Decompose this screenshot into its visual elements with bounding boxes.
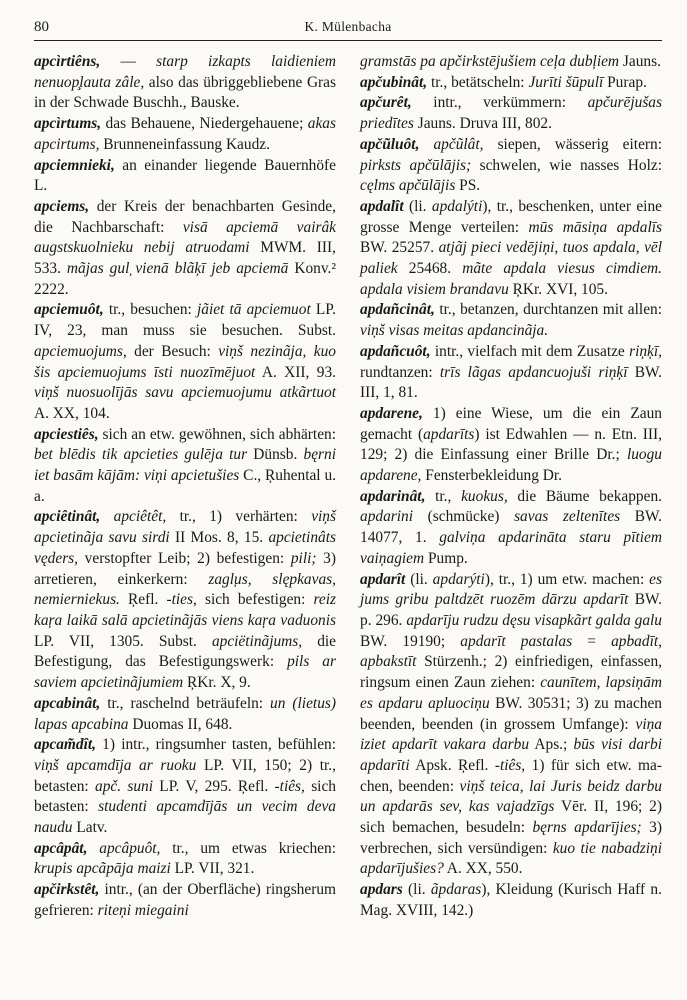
entry-text: LP. VII, 1305. Subst. — [34, 632, 212, 650]
dictionary-entry — [34, 300, 336, 424]
dictionary-entry — [360, 73, 662, 94]
dictionary-entry — [360, 570, 662, 881]
entry-text: 3) arretieren, einkerkern: — [34, 549, 336, 588]
entry-example: -ties, — [166, 591, 197, 609]
entry-text: BW. p. 296. — [360, 591, 662, 629]
entry-text: tr., raschelnd beträufeln: — [100, 694, 271, 712]
entry-example: krupis apcãpāja maizi — [34, 860, 171, 878]
entry-example: pili; — [290, 549, 317, 567]
entry-text: = — [572, 632, 612, 650]
entry-headword: apčirkstêt, — [34, 881, 100, 899]
dictionary-entry — [34, 880, 336, 921]
entry-text: die Befestigung, das Befestigungswerk: — [34, 632, 336, 671]
dictionary-entry — [34, 507, 336, 693]
entry-example: caunītem, lapsiņām es apdaru apluociņu — [360, 674, 662, 712]
entry-headword: apcam̃dît, — [34, 736, 96, 754]
entry-example: kuokus, — [461, 487, 508, 505]
entry-example: apčurējušas priedītes — [360, 94, 662, 133]
entry-text: A. XX, 550. — [443, 860, 523, 878]
entry-text: siepen, wässerig eitern: — [483, 135, 662, 153]
entry-text: Aps.; — [529, 736, 574, 754]
entry-example: cęlms apčūlājis — [360, 177, 456, 195]
entry-example: apdalýti — [431, 197, 483, 215]
entry-headword: apcìrtums, — [34, 115, 102, 133]
entry-text: tr., besuchen: — [103, 301, 197, 319]
entry-example: viņš nuosuolījās savu apciemuojumu atkãrtuot — [34, 384, 336, 402]
entry-text: 1) für sich etw. machen, beenden: — [360, 756, 662, 795]
entry-text: Latv. — [72, 819, 108, 837]
dictionary-entry — [360, 487, 662, 570]
entry-example: pils ar saviem apcietinãjumiem — [34, 653, 336, 692]
dictionary-entry — [34, 839, 336, 880]
entry-example: apciëtinãjums, — [211, 632, 303, 650]
entry-text: tr., — [425, 487, 462, 505]
entry-headword: apciestiês, — [34, 425, 99, 443]
dictionary-entry — [360, 197, 662, 301]
entry-example: būs visi darbi apdarīti — [360, 736, 662, 774]
entry-text: A. XX, 104. — [34, 404, 110, 422]
entry-text: (li. — [405, 570, 433, 588]
entry-text: das Behauene, Niedergehauene; — [101, 115, 308, 133]
entry-headword: apdars — [360, 881, 403, 899]
entry-text: intr., (an der Oberfläche) ringsherum gefrieren: — [34, 881, 336, 919]
entry-text: die Bäume bekappen. — [507, 487, 662, 505]
entry-text: (li. — [403, 197, 432, 215]
entry-text: Vēr. II, 196; 2) sich bemachen, besudeln: — [360, 798, 662, 837]
entry-text: der Besuch: — [126, 342, 219, 360]
running-head: K. Mülenbacha — [304, 19, 392, 34]
dictionary-entry — [34, 694, 336, 735]
entry-headword: apcabinât, — [34, 694, 101, 712]
entry-text: also das übriggebliebene Gras in der Schwade Buschh., Bauske. — [34, 73, 337, 112]
dictionary-entry — [360, 880, 662, 921]
entry-example: viņš apcietinãja savu sirdi — [34, 508, 336, 547]
entry-example: apciemuojums, — [34, 342, 127, 360]
entry-text: intr., vielfach mit dem Zusatze — [430, 342, 630, 360]
entry-example: galviņa apdarināta staru pītiem vaiņagiem — [360, 529, 663, 567]
entry-example: pirksts apčūlājis; — [360, 156, 472, 174]
entry-example: apdarīt pastalas — [460, 632, 573, 650]
entry-text: Duomas II, 648. — [128, 715, 233, 733]
entry-headword: apdarinât, — [360, 487, 426, 505]
entry-text: 1) intr., ringsumher tasten, befühlen: — [95, 736, 336, 754]
entry-text: BW. 25257. — [360, 239, 439, 257]
entry-text: MWM. III, 533. — [34, 239, 336, 278]
entry-headword: apdarene, — [360, 404, 423, 422]
entry-text: LP. VII, 150; 2) tr., betasten: — [34, 756, 336, 795]
entry-headword: apdarît — [360, 570, 406, 588]
entry-text: rundtanzen: — [360, 363, 440, 381]
entry-text: II Mos. 8, 15. — [169, 529, 269, 547]
entry-text: tr., betanzen, durchtanzen mit allen: — [434, 301, 662, 319]
entry-example: trīs lãgas apdancuojuši riņķī — [439, 363, 628, 381]
entry-text: der Kreis der benachbarten Gesinde, die Nachbarschaft: — [34, 197, 336, 236]
entry-headword: apciemuôt, — [34, 301, 104, 319]
entry-example: apdarīju rudzu dęsu visapkãrt galda galu — [406, 611, 662, 629]
entry-example: viņa iziet apdarīt vakara darbu — [360, 715, 662, 754]
entry-text: Stürzenh.; 2) einfriedigen, einfassen, ringsum einen Zaun ziehen: — [360, 653, 662, 692]
entry-example: es jums gribu paltdzēt ruozēm dārzu apdarīt — [360, 570, 662, 609]
entry-example: luogu apdarene, — [360, 446, 662, 485]
entry-example: apcietinâts vęders, — [34, 529, 336, 567]
entry-text: (li. — [402, 881, 431, 899]
entry-text: — — [100, 53, 157, 70]
entry-text: tr., 1) verhärten: — [166, 508, 312, 526]
entry-example: ãpdaras — [430, 881, 482, 899]
dictionary-entry — [360, 404, 662, 487]
entry-text: Konv.² 2222. — [34, 260, 336, 298]
entry-example: jãiet tā apciemuot — [196, 301, 311, 319]
entry-headword: apciêtinât, — [34, 508, 101, 526]
entry-text: ), Kleidung (Kurisch Haff n. Mag. XVIII, 142.) — [360, 881, 662, 919]
entry-text: 25468. — [397, 260, 463, 278]
entry-headword: apčũluôt, — [360, 135, 420, 153]
entry-text: verstopfter Leib; 2) befestigen: — [78, 549, 291, 567]
entry-example: viņš nezinãja, kuo šis apciemuojums īsti nuozīmējuot — [34, 342, 336, 381]
entry-headword: apdañcuôt, — [360, 342, 431, 360]
entry-text: an einander liegende Bauernhöfe L. — [34, 156, 336, 195]
entry-text: Jauns. Druva III, 802. — [413, 115, 552, 133]
dictionary-entry — [360, 52, 662, 73]
entry-example: viņš teica, lai Juris beidz darbu un apdarās sev, kas vajadzīgs — [360, 777, 662, 816]
entry-headword: apcìrtiêns, — [34, 53, 101, 70]
entry-example: un (lietus) lapas apcabina — [34, 694, 337, 733]
right-column — [360, 52, 662, 980]
entry-example: apč. suni — [95, 777, 154, 795]
entry-text: sich betasten: — [34, 777, 336, 816]
entry-text: ), tr., 1) um etw. machen: — [484, 570, 650, 588]
entry-example: mãjas gul̦ vienā blãķī jeb apciemā — [66, 260, 289, 278]
entry-headword: apciemnieki, — [34, 156, 115, 174]
entry-text: 3) verbrechen, sich versündigen: — [360, 819, 662, 857]
entry-example: apbadīt, apbakstīt — [360, 632, 662, 671]
entry-text: PS. — [455, 177, 481, 195]
entry-example: -tiês, — [274, 777, 305, 795]
entry-text: LP. V, 295. Ŗefl. — [153, 777, 275, 795]
entry-text: Purap. — [603, 73, 647, 91]
entry-text: A. XII, 93. — [255, 363, 336, 381]
entry-text: ŖKr. X, 9. — [183, 674, 251, 692]
entry-text: Dünsb. — [247, 446, 304, 464]
dictionary-entry — [34, 52, 336, 114]
entry-text: BW. 19190; — [360, 632, 461, 650]
entry-text: 1) eine Wiese, um die ein Zaun gemacht ( — [360, 404, 662, 443]
entry-example: kuo tie nabadziņi apdarījušies? — [360, 839, 663, 878]
dictionary-entry — [34, 114, 336, 155]
entry-headword: apčubinât, — [360, 73, 428, 91]
entry-example: zagl̦us, slępkavas, nemierniekus. — [34, 570, 336, 609]
entry-text: tr., betätscheln: — [427, 73, 529, 91]
entry-text: LP. VII, 321. — [170, 860, 255, 878]
dictionary-entry — [360, 342, 662, 404]
entry-text: ), tr., beschenken, unter eine grosse Menge verteilen: — [360, 197, 662, 236]
dictionary-entry — [360, 93, 662, 134]
entry-example: starp izkapts laidieniem nenuop̧lauta zâle, — [34, 53, 336, 91]
entry-example: gramstās pa apčirkstējušiem ceļa dubļiem — [360, 53, 620, 70]
entry-text: (schmücke) — [413, 508, 515, 526]
dictionary-entry — [34, 735, 336, 839]
entry-text: Ŗefl. — [119, 591, 167, 609]
dictionary-entry — [34, 197, 336, 301]
entry-example: viņš apcamdīja ar ruoku — [34, 756, 197, 774]
entry-example: reiz kaŗa laikā salā apcietinãjās viens kaŗa vaduonis — [34, 591, 337, 629]
entry-example: mãte apdala viesus cimdiem. apdala visiem brandavu — [360, 260, 662, 298]
entry-example: apčũlât, — [419, 135, 484, 153]
entry-text: sich an etw. gewöhnen, sich abhärten: — [98, 425, 336, 443]
entry-text: Pump. — [424, 549, 468, 567]
entry-example: bet blēdis tik apcieties gulēja tur — [34, 446, 248, 464]
entry-text: schwelen, wie nasses Holz: — [471, 156, 662, 174]
entry-example: apcâpuôt, — [87, 839, 161, 857]
entry-example: studenti apcamdījās un vecim deva naudu — [34, 798, 336, 837]
entry-example: apdarýti — [432, 570, 485, 588]
entry-example: apdarini — [360, 508, 414, 526]
entry-example: bęrni iet basām kājām: viņi apcietušies — [34, 446, 336, 485]
entry-example: Jurīti šūpulī — [528, 73, 604, 91]
entry-example: riteņi miegaini — [97, 901, 189, 919]
entry-text: ŖKr. XVI, 105. — [508, 280, 608, 298]
entry-text: Apsk. Ŗefl. — [409, 756, 495, 774]
entry-example: apdarīts — [423, 425, 475, 443]
entry-headword: apdalît — [360, 197, 404, 215]
left-column — [34, 52, 336, 980]
entry-headword: apčurêt, — [360, 94, 412, 112]
entry-example: -tiês, — [494, 756, 526, 774]
entry-text: intr., verkümmern: — [411, 94, 588, 112]
dictionary-entry — [360, 300, 662, 341]
dictionary-entry — [360, 135, 662, 197]
entry-text: Fensterbekleidung Dr. — [421, 467, 563, 485]
page-header — [34, 16, 662, 41]
entry-text: BW. 30531; 3) zu machen beenden, beenden (in grossem Umfange): — [360, 694, 663, 733]
entry-text: tr., um etwas kriechen: — [160, 839, 336, 857]
entry-text: BW. III, 1, 81. — [360, 363, 663, 402]
entry-example: atjãj pieci vedējiņi, tuos apdala, vēl paliek — [360, 239, 663, 278]
entry-headword: apdañcinât, — [360, 301, 435, 319]
entry-example: visā apciemā vairâk augstskuolnieku nebij atruodami — [34, 218, 336, 257]
entry-text: Jauns. — [619, 53, 661, 70]
entry-text: ) ist Edwahlen — n. Etn. III, 129; 2) die Einfassung einer Brille Dr.; — [360, 425, 662, 464]
entry-text: BW. 14077, 1. — [360, 508, 662, 547]
entry-example: bęrns apdarījies; — [532, 819, 642, 837]
entry-text: sich befestigen: — [196, 591, 314, 609]
entry-headword: apciems, — [34, 197, 90, 215]
dictionary-entry — [34, 156, 336, 197]
entry-example: apciêtêt, — [100, 508, 167, 526]
entry-text: LP. IV, 23, man muss sie besuchen. Subst. — [34, 301, 336, 340]
entry-text: C., Ŗuhental u. a. — [34, 467, 336, 505]
entry-text: Brunneneinfassung Kaudz. — [99, 135, 270, 153]
entry-example: riņķī, — [629, 342, 662, 360]
dictionary-entry — [34, 425, 336, 508]
entry-example: akas apcirtums, — [34, 115, 336, 153]
entry-example: mūs māsiņa apdalīs — [528, 218, 662, 236]
page-number: 80 — [34, 19, 49, 35]
entry-headword: apcâpât, — [34, 839, 88, 857]
entry-example: viņš visas meitas apdancinãja. — [360, 322, 549, 340]
entry-example: savas zeltenītes — [514, 508, 621, 526]
